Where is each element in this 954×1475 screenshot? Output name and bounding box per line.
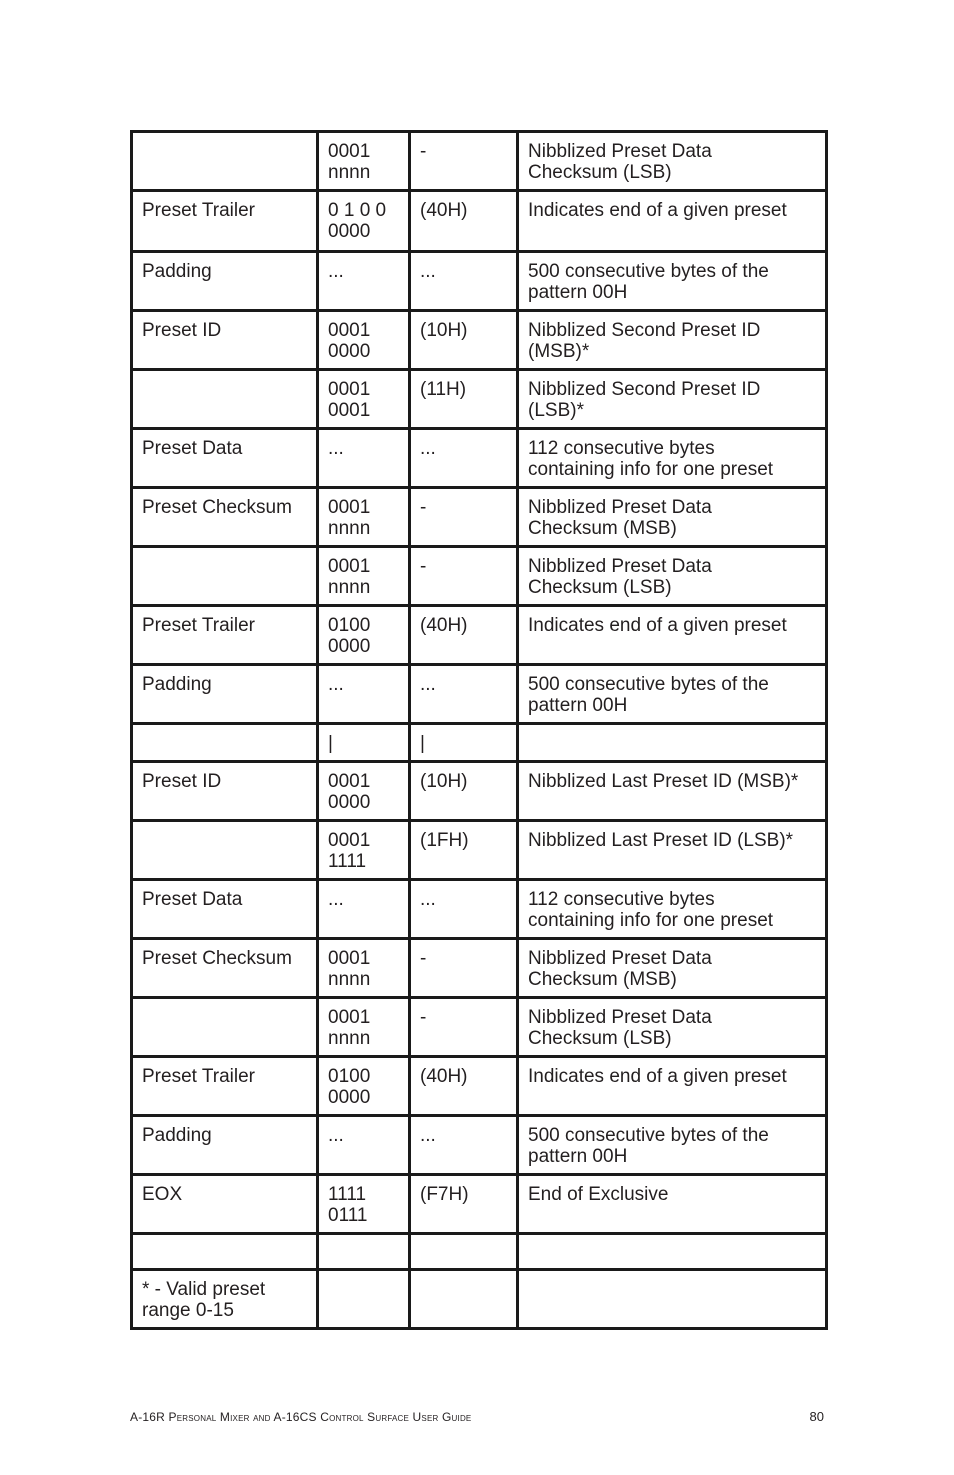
hex-value-cell: - <box>410 939 518 998</box>
hex-value-cell: ... <box>410 252 518 311</box>
field-name-cell: Preset Trailer <box>132 1057 318 1116</box>
description-cell: Nibblized Preset Data Checksum (LSB) <box>518 998 827 1057</box>
field-name-cell: EOX <box>132 1175 318 1234</box>
binary-value-cell: 0100 0000 <box>318 606 410 665</box>
binary-value-cell: ... <box>318 252 410 311</box>
binary-value-cell: 1111 0111 <box>318 1175 410 1234</box>
table-row <box>132 939 827 998</box>
field-name-cell: Padding <box>132 1116 318 1175</box>
description-cell: Indicates end of a given preset <box>518 1057 827 1116</box>
description-cell: 500 consecutive bytes of the pattern 00H <box>518 665 827 724</box>
table-body <box>132 132 827 1329</box>
field-name-cell: Preset ID <box>132 762 318 821</box>
table-row <box>132 370 827 429</box>
table-row <box>132 191 827 252</box>
field-name-cell <box>132 724 318 762</box>
binary-value-cell: 0001 nnnn <box>318 998 410 1057</box>
binary-value-cell: ... <box>318 429 410 488</box>
table-row <box>132 1175 827 1234</box>
binary-value-cell <box>318 1234 410 1270</box>
table-row <box>132 132 827 191</box>
field-name-cell: Preset Trailer <box>132 606 318 665</box>
description-cell: Indicates end of a given preset <box>518 191 827 252</box>
hex-value-cell: ... <box>410 665 518 724</box>
table-row <box>132 1116 827 1175</box>
description-cell: Indicates end of a given preset <box>518 606 827 665</box>
table-row <box>132 724 827 762</box>
description-cell: Nibblized Preset Data Checksum (MSB) <box>518 488 827 547</box>
binary-value-cell: ... <box>318 880 410 939</box>
table-row <box>132 762 827 821</box>
binary-value-cell: 0001 nnnn <box>318 547 410 606</box>
hex-value-cell: (40H) <box>410 191 518 252</box>
binary-value-cell: 0001 0000 <box>318 311 410 370</box>
binary-value-cell: ... <box>318 1116 410 1175</box>
table-row <box>132 547 827 606</box>
description-cell: Nibblized Second Preset ID (MSB)* <box>518 311 827 370</box>
table-row <box>132 1057 827 1116</box>
description-cell <box>518 1234 827 1270</box>
sysex-preset-table <box>130 130 828 1330</box>
field-name-cell: Preset Data <box>132 880 318 939</box>
field-name-cell <box>132 1234 318 1270</box>
binary-value-cell: 0001 1111 <box>318 821 410 880</box>
binary-value-cell: 0001 nnnn <box>318 132 410 191</box>
binary-value-cell: 0 1 0 0 0000 <box>318 191 410 252</box>
binary-value-cell: | <box>318 724 410 762</box>
hex-value-cell: (1FH) <box>410 821 518 880</box>
field-name-cell: Preset Checksum <box>132 488 318 547</box>
table-row <box>132 1234 827 1270</box>
field-name-cell <box>132 821 318 880</box>
hex-value-cell: (11H) <box>410 370 518 429</box>
table-row <box>132 665 827 724</box>
description-cell: Nibblized Last Preset ID (MSB)* <box>518 762 827 821</box>
table-row <box>132 1270 827 1329</box>
table-row <box>132 821 827 880</box>
binary-value-cell: 0001 nnnn <box>318 939 410 998</box>
table-row <box>132 429 827 488</box>
field-name-cell: Padding <box>132 252 318 311</box>
hex-value-cell: (10H) <box>410 762 518 821</box>
hex-value-cell: (40H) <box>410 1057 518 1116</box>
description-cell: 500 consecutive bytes of the pattern 00H <box>518 1116 827 1175</box>
binary-value-cell: ... <box>318 665 410 724</box>
field-name-cell: Preset Data <box>132 429 318 488</box>
hex-value-cell <box>410 1270 518 1329</box>
hex-value-cell: | <box>410 724 518 762</box>
footer-page-number: 80 <box>809 1409 824 1424</box>
hex-value-cell: - <box>410 132 518 191</box>
hex-value-cell: ... <box>410 429 518 488</box>
hex-value-cell: (10H) <box>410 311 518 370</box>
description-cell: 500 consecutive bytes of the pattern 00H <box>518 252 827 311</box>
hex-value-cell <box>410 1234 518 1270</box>
field-name-cell: * - Valid preset range 0-15 <box>132 1270 318 1329</box>
field-name-cell: Preset Trailer <box>132 191 318 252</box>
description-cell: End of Exclusive <box>518 1175 827 1234</box>
hex-value-cell: ... <box>410 880 518 939</box>
field-name-cell <box>132 132 318 191</box>
description-cell: Nibblized Second Preset ID (LSB)* <box>518 370 827 429</box>
footer-guide-title: A-16R Personal Mixer and A-16CS Control Surface User Guide <box>130 1410 472 1424</box>
hex-value-cell: - <box>410 998 518 1057</box>
table-row <box>132 311 827 370</box>
description-cell: Nibblized Preset Data Checksum (LSB) <box>518 132 827 191</box>
description-cell: 112 consecutive bytes containing info for one preset <box>518 429 827 488</box>
hex-value-cell: (F7H) <box>410 1175 518 1234</box>
hex-value-cell: ... <box>410 1116 518 1175</box>
description-cell <box>518 1270 827 1329</box>
table-row <box>132 252 827 311</box>
description-cell: Nibblized Last Preset ID (LSB)* <box>518 821 827 880</box>
field-name-cell <box>132 998 318 1057</box>
hex-value-cell: - <box>410 547 518 606</box>
field-name-cell <box>132 370 318 429</box>
table-row <box>132 998 827 1057</box>
hex-value-cell: - <box>410 488 518 547</box>
table-row <box>132 606 827 665</box>
description-cell <box>518 724 827 762</box>
binary-value-cell: 0100 0000 <box>318 1057 410 1116</box>
description-cell: Nibblized Preset Data Checksum (MSB) <box>518 939 827 998</box>
field-name-cell <box>132 547 318 606</box>
hex-value-cell: (40H) <box>410 606 518 665</box>
description-cell: 112 consecutive bytes containing info for one preset <box>518 880 827 939</box>
binary-value-cell: 0001 nnnn <box>318 488 410 547</box>
binary-value-cell: 0001 0000 <box>318 762 410 821</box>
field-name-cell: Preset Checksum <box>132 939 318 998</box>
binary-value-cell: 0001 0001 <box>318 370 410 429</box>
description-cell: Nibblized Preset Data Checksum (LSB) <box>518 547 827 606</box>
field-name-cell: Padding <box>132 665 318 724</box>
table-row <box>132 488 827 547</box>
table-row <box>132 880 827 939</box>
field-name-cell: Preset ID <box>132 311 318 370</box>
binary-value-cell <box>318 1270 410 1329</box>
